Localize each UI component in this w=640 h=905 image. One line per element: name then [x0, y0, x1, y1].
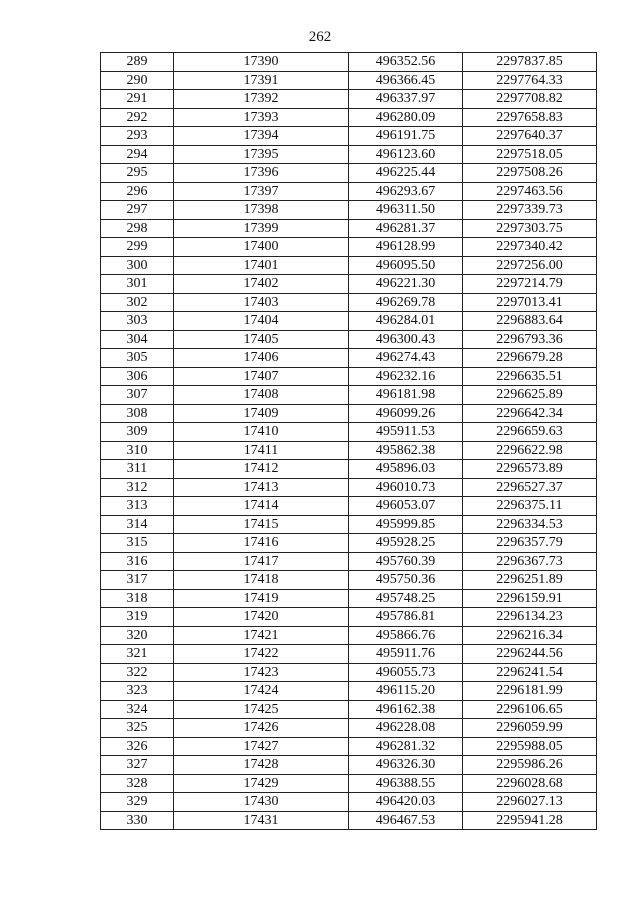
- table-row: [101, 534, 597, 553]
- point-number-cell: 323: [101, 682, 174, 701]
- y-coordinate-cell: 2297463.56: [463, 182, 597, 201]
- y-coordinate-cell: 2296334.53: [463, 515, 597, 534]
- id-cell: 17404: [174, 312, 349, 331]
- point-number-cell: 293: [101, 127, 174, 146]
- y-coordinate-cell: 2296573.89: [463, 460, 597, 479]
- table-row: [101, 700, 597, 719]
- id-cell: 17410: [174, 423, 349, 442]
- x-coordinate-cell: 495999.85: [349, 515, 463, 534]
- page-number: 262: [308, 29, 332, 45]
- y-coordinate-cell: 2296642.34: [463, 404, 597, 423]
- point-number-cell: 316: [101, 552, 174, 571]
- table-row: [101, 219, 597, 238]
- id-cell: 17394: [174, 127, 349, 146]
- id-cell: 17413: [174, 478, 349, 497]
- table-row: [101, 238, 597, 257]
- x-coordinate-cell: 496221.30: [349, 275, 463, 294]
- id-cell: 17391: [174, 71, 349, 90]
- table-row: [101, 478, 597, 497]
- x-coordinate-cell: 496281.32: [349, 737, 463, 756]
- point-number-cell: 300: [101, 256, 174, 275]
- id-cell: 17421: [174, 626, 349, 645]
- table-row: [101, 626, 597, 645]
- y-coordinate-cell: 2296527.37: [463, 478, 597, 497]
- point-number-cell: 304: [101, 330, 174, 349]
- table-row: [101, 53, 597, 72]
- y-coordinate-cell: 2296106.65: [463, 700, 597, 719]
- id-cell: 17402: [174, 275, 349, 294]
- table-row: [101, 275, 597, 294]
- table-row: [101, 367, 597, 386]
- x-coordinate-cell: 496232.16: [349, 367, 463, 386]
- y-coordinate-cell: 2295988.05: [463, 737, 597, 756]
- x-coordinate-cell: 496352.56: [349, 53, 463, 72]
- table-row: [101, 386, 597, 405]
- y-coordinate-cell: 2297303.75: [463, 219, 597, 238]
- id-cell: 17419: [174, 589, 349, 608]
- point-number-cell: 298: [101, 219, 174, 238]
- point-number-cell: 313: [101, 497, 174, 516]
- point-number-cell: 311: [101, 460, 174, 479]
- point-number-cell: 301: [101, 275, 174, 294]
- table-row: [101, 441, 597, 460]
- table-row: [101, 756, 597, 775]
- point-number-cell: 294: [101, 145, 174, 164]
- point-number-cell: 290: [101, 71, 174, 90]
- table-row: [101, 719, 597, 738]
- x-coordinate-cell: 496467.53: [349, 811, 463, 830]
- y-coordinate-cell: 2296241.54: [463, 663, 597, 682]
- x-coordinate-cell: 496269.78: [349, 293, 463, 312]
- table-row: [101, 663, 597, 682]
- id-cell: 17401: [174, 256, 349, 275]
- x-coordinate-cell: 496280.09: [349, 108, 463, 127]
- id-cell: 17416: [174, 534, 349, 553]
- x-coordinate-cell: 496181.98: [349, 386, 463, 405]
- id-cell: 17422: [174, 645, 349, 664]
- id-cell: 17429: [174, 774, 349, 793]
- x-coordinate-cell: 495911.76: [349, 645, 463, 664]
- table-row: [101, 552, 597, 571]
- id-cell: 17399: [174, 219, 349, 238]
- x-coordinate-cell: 496420.03: [349, 793, 463, 812]
- point-number-cell: 291: [101, 90, 174, 109]
- table-row: [101, 90, 597, 109]
- x-coordinate-cell: 496128.99: [349, 238, 463, 257]
- id-cell: 17430: [174, 793, 349, 812]
- point-number-cell: 325: [101, 719, 174, 738]
- y-coordinate-cell: 2296883.64: [463, 312, 597, 331]
- id-cell: 17426: [174, 719, 349, 738]
- id-cell: 17409: [174, 404, 349, 423]
- y-coordinate-cell: 2295986.26: [463, 756, 597, 775]
- x-coordinate-cell: 496366.45: [349, 71, 463, 90]
- id-cell: 17418: [174, 571, 349, 590]
- id-cell: 17415: [174, 515, 349, 534]
- point-number-cell: 305: [101, 349, 174, 368]
- table-row: [101, 793, 597, 812]
- table-row: [101, 774, 597, 793]
- x-coordinate-cell: 496326.30: [349, 756, 463, 775]
- table-row: [101, 201, 597, 220]
- id-cell: 17397: [174, 182, 349, 201]
- y-coordinate-cell: 2295941.28: [463, 811, 597, 830]
- table-row: [101, 349, 597, 368]
- id-cell: 17420: [174, 608, 349, 627]
- coordinates-table-body: [101, 53, 597, 830]
- x-coordinate-cell: 496337.97: [349, 90, 463, 109]
- point-number-cell: 327: [101, 756, 174, 775]
- y-coordinate-cell: 2297508.26: [463, 164, 597, 183]
- id-cell: 17425: [174, 700, 349, 719]
- y-coordinate-cell: 2297214.79: [463, 275, 597, 294]
- x-coordinate-cell: 495866.76: [349, 626, 463, 645]
- point-number-cell: 302: [101, 293, 174, 312]
- x-coordinate-cell: 495786.81: [349, 608, 463, 627]
- x-coordinate-cell: 496123.60: [349, 145, 463, 164]
- y-coordinate-cell: 2297764.33: [463, 71, 597, 90]
- point-number-cell: 312: [101, 478, 174, 497]
- table-row: [101, 682, 597, 701]
- y-coordinate-cell: 2296028.68: [463, 774, 597, 793]
- table-row: [101, 312, 597, 331]
- x-coordinate-cell: 496115.20: [349, 682, 463, 701]
- id-cell: 17403: [174, 293, 349, 312]
- table-row: [101, 497, 597, 516]
- id-cell: 17427: [174, 737, 349, 756]
- point-number-cell: 324: [101, 700, 174, 719]
- y-coordinate-cell: 2297340.42: [463, 238, 597, 257]
- point-number-cell: 328: [101, 774, 174, 793]
- id-cell: 17414: [174, 497, 349, 516]
- point-number-cell: 329: [101, 793, 174, 812]
- x-coordinate-cell: 495750.36: [349, 571, 463, 590]
- x-coordinate-cell: 496162.38: [349, 700, 463, 719]
- table-row: [101, 127, 597, 146]
- table-row: [101, 737, 597, 756]
- point-number-cell: 317: [101, 571, 174, 590]
- x-coordinate-cell: 496284.01: [349, 312, 463, 331]
- x-coordinate-cell: 495911.53: [349, 423, 463, 442]
- x-coordinate-cell: 495748.25: [349, 589, 463, 608]
- id-cell: 17431: [174, 811, 349, 830]
- y-coordinate-cell: 2296375.11: [463, 497, 597, 516]
- id-cell: 17405: [174, 330, 349, 349]
- point-number-cell: 307: [101, 386, 174, 405]
- x-coordinate-cell: 495760.39: [349, 552, 463, 571]
- point-number-cell: 310: [101, 441, 174, 460]
- table-row: [101, 330, 597, 349]
- table-row: [101, 608, 597, 627]
- id-cell: 17392: [174, 90, 349, 109]
- y-coordinate-cell: 2296793.36: [463, 330, 597, 349]
- table-row: [101, 423, 597, 442]
- y-coordinate-cell: 2296181.99: [463, 682, 597, 701]
- y-coordinate-cell: 2296622.98: [463, 441, 597, 460]
- table-row: [101, 182, 597, 201]
- id-cell: 17417: [174, 552, 349, 571]
- y-coordinate-cell: 2296367.73: [463, 552, 597, 571]
- table-row: [101, 164, 597, 183]
- y-coordinate-cell: 2296216.34: [463, 626, 597, 645]
- y-coordinate-cell: 2296027.13: [463, 793, 597, 812]
- x-coordinate-cell: 495896.03: [349, 460, 463, 479]
- id-cell: 17395: [174, 145, 349, 164]
- x-coordinate-cell: 496099.26: [349, 404, 463, 423]
- point-number-cell: 321: [101, 645, 174, 664]
- table-row: [101, 256, 597, 275]
- y-coordinate-cell: 2296159.91: [463, 589, 597, 608]
- point-number-cell: 319: [101, 608, 174, 627]
- table-row: [101, 404, 597, 423]
- id-cell: 17412: [174, 460, 349, 479]
- y-coordinate-cell: 2296635.51: [463, 367, 597, 386]
- coordinates-table: [100, 52, 597, 830]
- x-coordinate-cell: 496191.75: [349, 127, 463, 146]
- x-coordinate-cell: 496225.44: [349, 164, 463, 183]
- y-coordinate-cell: 2296134.23: [463, 608, 597, 627]
- y-coordinate-cell: 2297708.82: [463, 90, 597, 109]
- y-coordinate-cell: 2297518.05: [463, 145, 597, 164]
- point-number-cell: 303: [101, 312, 174, 331]
- x-coordinate-cell: 496010.73: [349, 478, 463, 497]
- x-coordinate-cell: 496300.43: [349, 330, 463, 349]
- id-cell: 17424: [174, 682, 349, 701]
- point-number-cell: 289: [101, 53, 174, 72]
- y-coordinate-cell: 2297658.83: [463, 108, 597, 127]
- x-coordinate-cell: 496293.67: [349, 182, 463, 201]
- x-coordinate-cell: 496274.43: [349, 349, 463, 368]
- id-cell: 17400: [174, 238, 349, 257]
- x-coordinate-cell: 496311.50: [349, 201, 463, 220]
- id-cell: 17393: [174, 108, 349, 127]
- point-number-cell: 322: [101, 663, 174, 682]
- id-cell: 17398: [174, 201, 349, 220]
- point-number-cell: 326: [101, 737, 174, 756]
- x-coordinate-cell: 496388.55: [349, 774, 463, 793]
- table-row: [101, 71, 597, 90]
- id-cell: 17411: [174, 441, 349, 460]
- id-cell: 17423: [174, 663, 349, 682]
- x-coordinate-cell: 496228.08: [349, 719, 463, 738]
- y-coordinate-cell: 2297013.41: [463, 293, 597, 312]
- point-number-cell: 306: [101, 367, 174, 386]
- table-row: [101, 145, 597, 164]
- point-number-cell: 309: [101, 423, 174, 442]
- point-number-cell: 296: [101, 182, 174, 201]
- point-number-cell: 320: [101, 626, 174, 645]
- point-number-cell: 295: [101, 164, 174, 183]
- point-number-cell: 292: [101, 108, 174, 127]
- id-cell: 17428: [174, 756, 349, 775]
- y-coordinate-cell: 2296244.56: [463, 645, 597, 664]
- y-coordinate-cell: 2296251.89: [463, 571, 597, 590]
- point-number-cell: 299: [101, 238, 174, 257]
- table-row: [101, 589, 597, 608]
- y-coordinate-cell: 2297256.00: [463, 256, 597, 275]
- y-coordinate-cell: 2296625.89: [463, 386, 597, 405]
- x-coordinate-cell: 495928.25: [349, 534, 463, 553]
- x-coordinate-cell: 496095.50: [349, 256, 463, 275]
- y-coordinate-cell: 2296679.28: [463, 349, 597, 368]
- id-cell: 17407: [174, 367, 349, 386]
- y-coordinate-cell: 2297640.37: [463, 127, 597, 146]
- id-cell: 17408: [174, 386, 349, 405]
- point-number-cell: 314: [101, 515, 174, 534]
- point-number-cell: 318: [101, 589, 174, 608]
- x-coordinate-cell: 496055.73: [349, 663, 463, 682]
- id-cell: 17390: [174, 53, 349, 72]
- point-number-cell: 297: [101, 201, 174, 220]
- point-number-cell: 330: [101, 811, 174, 830]
- table-row: [101, 811, 597, 830]
- table-row: [101, 571, 597, 590]
- point-number-cell: 315: [101, 534, 174, 553]
- id-cell: 17396: [174, 164, 349, 183]
- table-row: [101, 460, 597, 479]
- x-coordinate-cell: 495862.38: [349, 441, 463, 460]
- y-coordinate-cell: 2297837.85: [463, 53, 597, 72]
- id-cell: 17406: [174, 349, 349, 368]
- table-row: [101, 645, 597, 664]
- y-coordinate-cell: 2296659.63: [463, 423, 597, 442]
- y-coordinate-cell: 2296357.79: [463, 534, 597, 553]
- y-coordinate-cell: 2297339.73: [463, 201, 597, 220]
- x-coordinate-cell: 496281.37: [349, 219, 463, 238]
- y-coordinate-cell: 2296059.99: [463, 719, 597, 738]
- table-row: [101, 515, 597, 534]
- table-row: [101, 293, 597, 312]
- x-coordinate-cell: 496053.07: [349, 497, 463, 516]
- table-row: [101, 108, 597, 127]
- point-number-cell: 308: [101, 404, 174, 423]
